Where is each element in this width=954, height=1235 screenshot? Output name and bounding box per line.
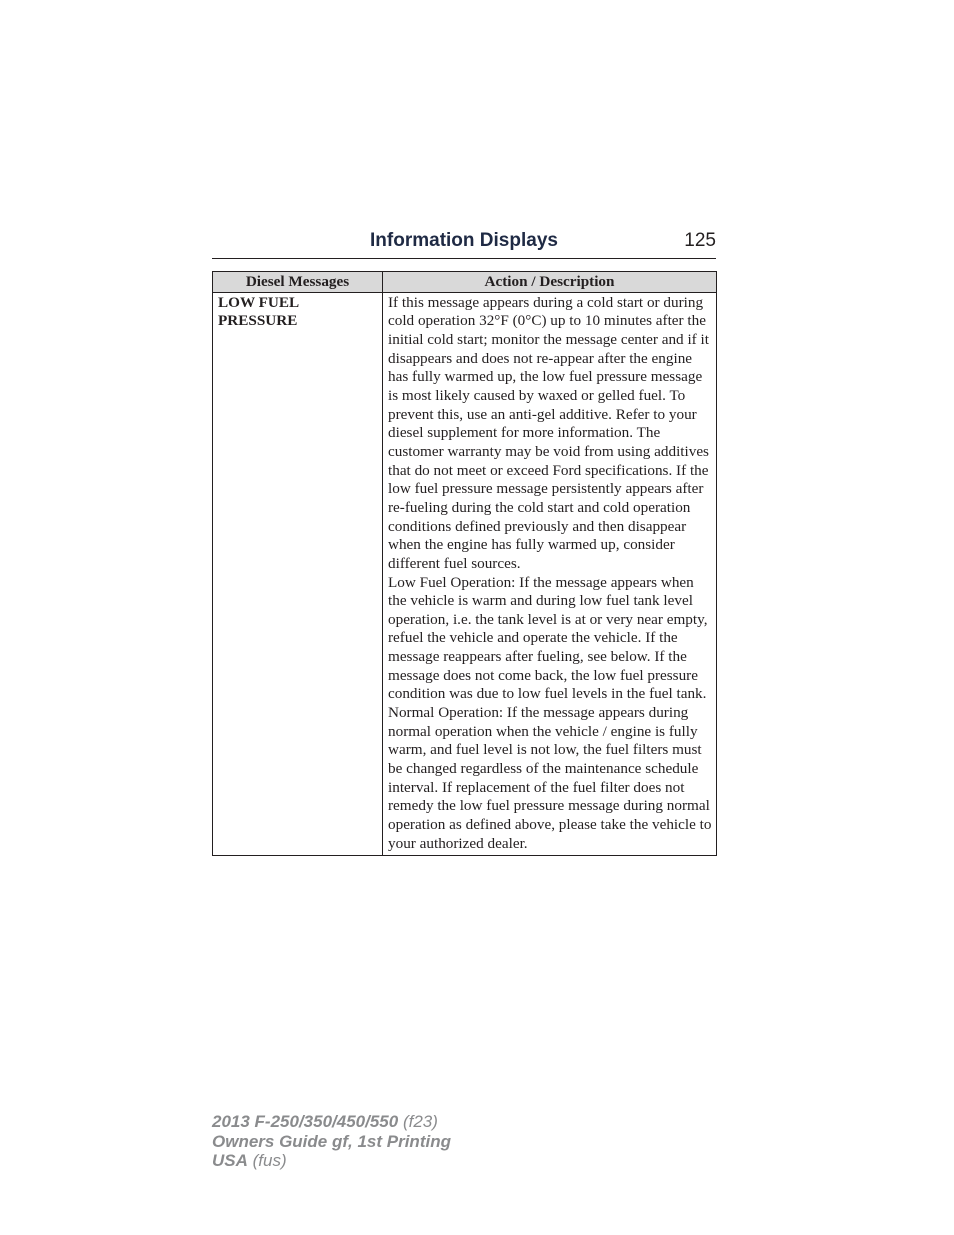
table-row [213,292,717,856]
section-title: Information Displays [370,230,558,251]
description-paragraph: Normal Operation: If the message appears during normal operation when the vehicle / engine is fully warm, and fuel level is not low, the fuel filters must be changed regardless of the maintenance schedule interval. If replacement of the fuel filter does not remedy the low fuel pressure message during normal operation as defined above, please take the vehicle to your authorized dealer. [388,704,712,852]
document-footer [212,1112,451,1171]
footer-market-code: (fus) [252,1151,287,1170]
table-header-row [213,272,717,293]
page-number: 125 [684,230,716,251]
diesel-messages-table [212,271,717,856]
footer-guide: Owners Guide gf, 1st Printing [212,1131,451,1151]
column-header-action-description: Action / Description [383,272,717,293]
footer-model-code: (f23) [402,1112,438,1131]
footer-model: 2013 F-250/350/450/550 [212,1112,399,1131]
footer-market: USA [212,1151,248,1170]
footer-line-model [212,1112,451,1132]
page-header [212,228,716,259]
description-paragraph: Low Fuel Operation: If the message appears when the vehicle is warm and during low fuel tank level operation, i.e. the tank level is at or very near empty, refuel the vehicle and operate the vehicle. If the message reappears after fueling, see below. If the message does not come back, the low fuel pressure condition was due to low fuel levels in the fuel tank. [388,573,708,703]
message-name-cell: LOW FUEL PRESSURE [213,292,383,856]
footer-line-market [212,1151,451,1171]
description-paragraph: If this message appears during a cold start or during cold operation 32°F (0°C) up to 10 minutes after the initial cold start; monitor the message center and if it disappears and does not re-appear after the engine has fully warmed up, the low fuel pressure message is most likely caused by waxed or gelled fuel. To prevent this, use an anti-gel additive. Refer to your diesel supplement for more information. The customer warranty may be void from using additives that do not meet or exceed Ford specifications. If the low fuel pressure message persistently appears after re-fueling during the cold start and cold operation conditions defined previously and then disappear when the engine has fully warmed up, consider different fuel sources. [388,293,709,572]
column-header-diesel-messages: Diesel Messages [213,272,383,293]
description-cell [383,292,717,856]
